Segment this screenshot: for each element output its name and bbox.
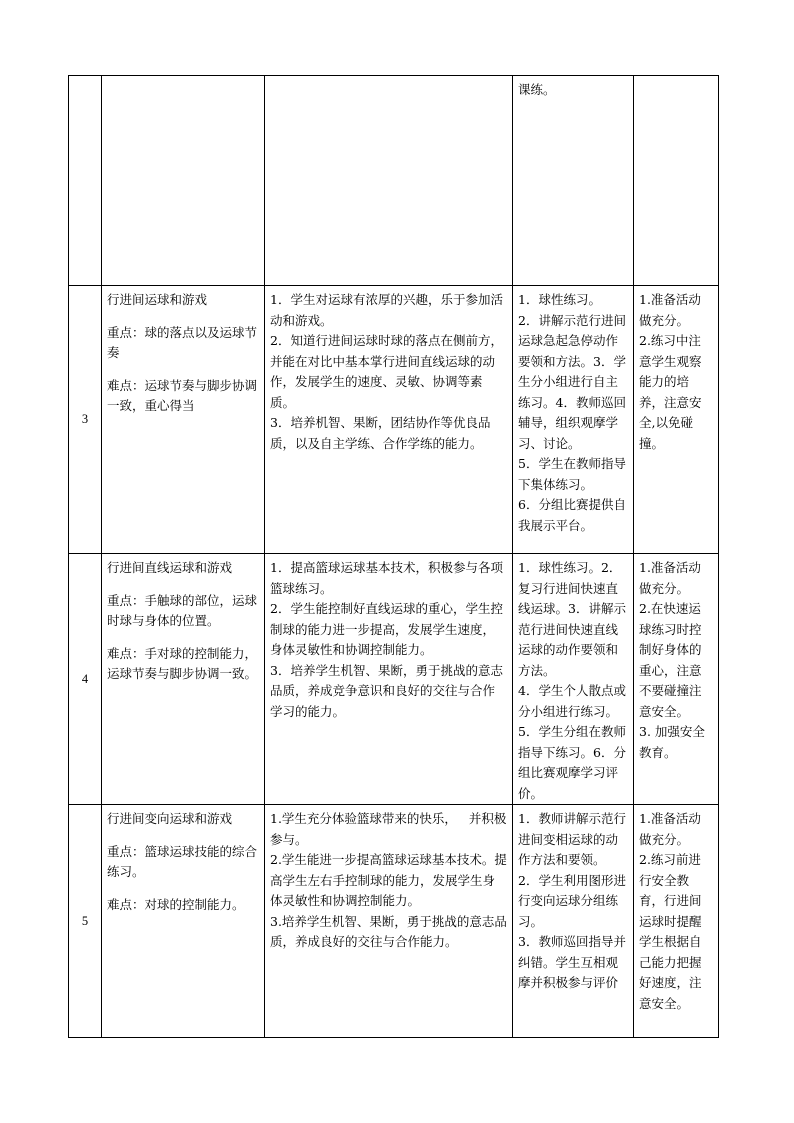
method-item: 1．球性练习。2．复习行进间快速直线运球。3．讲解示范行进间快速直线运球的动作要领和方法。 xyxy=(518,560,626,678)
topic-title: 行进间直线运球和游戏 xyxy=(107,560,233,575)
method-item: 6．分组比赛提供自我展示平台。 xyxy=(518,497,626,533)
table-row xyxy=(69,76,719,286)
notes-cell xyxy=(634,554,719,805)
note-item: 2.练习前进行安全教育，行进间运球时提醒学生根据自己能力把握好速度，注意安全。 xyxy=(639,852,702,1011)
method-item: 2．讲解示范行进间运球急起急停动作要领和方法。3．学生分小组进行自主练习。4．教师巡回辅导，组织观摩学习、讨论。 xyxy=(518,312,626,451)
topic-difficulty: 难点：对球的控制能力。 xyxy=(107,896,245,912)
lesson-number-cell: 4 xyxy=(69,554,102,805)
lesson-number-cell xyxy=(69,76,102,286)
method-item: 2．学生利用图形进行变向运球分组练习。 xyxy=(518,872,626,929)
goal-item: 3．培养机智、果断，团结协作等优良品质，以及自主学练、合作学练的能力。 xyxy=(270,415,491,451)
table-row xyxy=(69,554,719,805)
table-row xyxy=(69,286,719,554)
topic-difficulty: 难点：运球节奏与脚步协调一致，重心得当 xyxy=(107,377,258,413)
methods-cell xyxy=(513,554,634,805)
methods-cell xyxy=(513,805,634,1038)
topic-title: 行进间运球和游戏 xyxy=(107,292,208,307)
notes-cell xyxy=(634,76,719,286)
method-item: 1．教师讲解示范行进间变相运球的动作方法和要领。 xyxy=(518,811,626,867)
goals-cell xyxy=(265,554,513,805)
methods-cell xyxy=(513,76,634,286)
goal-item: 2.学生能进一步提高篮球运球基本技术。提高学生左右手控制球的能力，发展学生身体灵敏性和协调控制能力。 xyxy=(270,852,507,908)
goal-item: 3.培养学生机智、果断，勇于挑战的意志品质，养成良好的交往与合作能力。 xyxy=(270,913,507,949)
goals-cell xyxy=(265,286,513,554)
table-row xyxy=(69,805,719,1038)
note-item: 2.练习中注意学生观察能力的培养，注意安全,以免碰撞。 xyxy=(639,333,702,451)
topic-key-point: 重点：手触球的部位，运球时球与身体的位置。 xyxy=(107,592,258,628)
goals-cell xyxy=(265,76,513,286)
topic-cell xyxy=(102,554,265,805)
note-item: 3. 加强安全教育。 xyxy=(639,724,705,760)
goal-item: 1．提高篮球运球基本技术，积极参与各项篮球练习。 xyxy=(270,560,503,596)
notes-cell xyxy=(634,805,719,1038)
method-item: 1．球性练习。 xyxy=(518,292,601,307)
lesson-number-cell: 3 xyxy=(69,286,102,554)
method-item: 5．学生在教师指导下集体练习。 xyxy=(518,456,626,492)
methods-cell xyxy=(513,286,634,554)
note-item: 1.准备活动做充分。 xyxy=(639,292,701,328)
goal-item: 2．学生能控制好直线运球的重心，学生控制球的能力进一步提高，发展学生速度，身体灵敏性和协调控制能力。 xyxy=(270,601,503,657)
topic-key-point: 重点：球的落点以及运球节奏 xyxy=(107,324,258,360)
topic-cell xyxy=(102,805,265,1038)
lesson-number-cell: 5 xyxy=(69,805,102,1038)
goal-item: 1.学生充分体验篮球带来的快乐， 并积极参与。 xyxy=(270,811,507,847)
notes-cell xyxy=(634,286,719,554)
goals-cell xyxy=(265,805,513,1038)
goal-item: 2．知道行进间运球时球的落点在侧前方，并能在对比中基本掌行进间直线运球的动作，发展学生的速度、灵敏、协调等素质。 xyxy=(270,333,503,410)
method-item: 课练。 xyxy=(518,82,556,97)
topic-cell xyxy=(102,286,265,554)
method-item: 4．学生个人散点或分小组进行练习。5．学生分组在教师指导下练习。6．分组比赛观摩学习评价。 xyxy=(518,683,626,801)
lesson-plan-table xyxy=(68,75,719,1038)
note-item: 2.在快速运球练习时控制好身体的重心，注意不要碰撞注意安全。 xyxy=(639,601,702,719)
topic-key-point: 重点：篮球运球技能的综合练习。 xyxy=(107,843,258,879)
goal-item: 3．培养学生机智、果断，勇于挑战的意志品质，养成竞争意识和良好的交往与合作学习的能力。 xyxy=(270,662,503,719)
method-item: 3．教师巡回指导并纠错。学生互相观摩并积极参与评价 xyxy=(518,934,626,990)
note-item: 1.准备活动做充分。 xyxy=(639,560,701,596)
goal-item: 1．学生对运球有浓厚的兴趣，乐于参加活动和游戏。 xyxy=(270,292,503,328)
topic-cell xyxy=(102,76,265,286)
note-item: 1.准备活动做充分。 xyxy=(639,811,701,847)
topic-difficulty: 难点：手对球的控制能力，运球节奏与脚步协调一致。 xyxy=(107,645,258,681)
topic-title: 行进间变向运球和游戏 xyxy=(107,811,233,826)
